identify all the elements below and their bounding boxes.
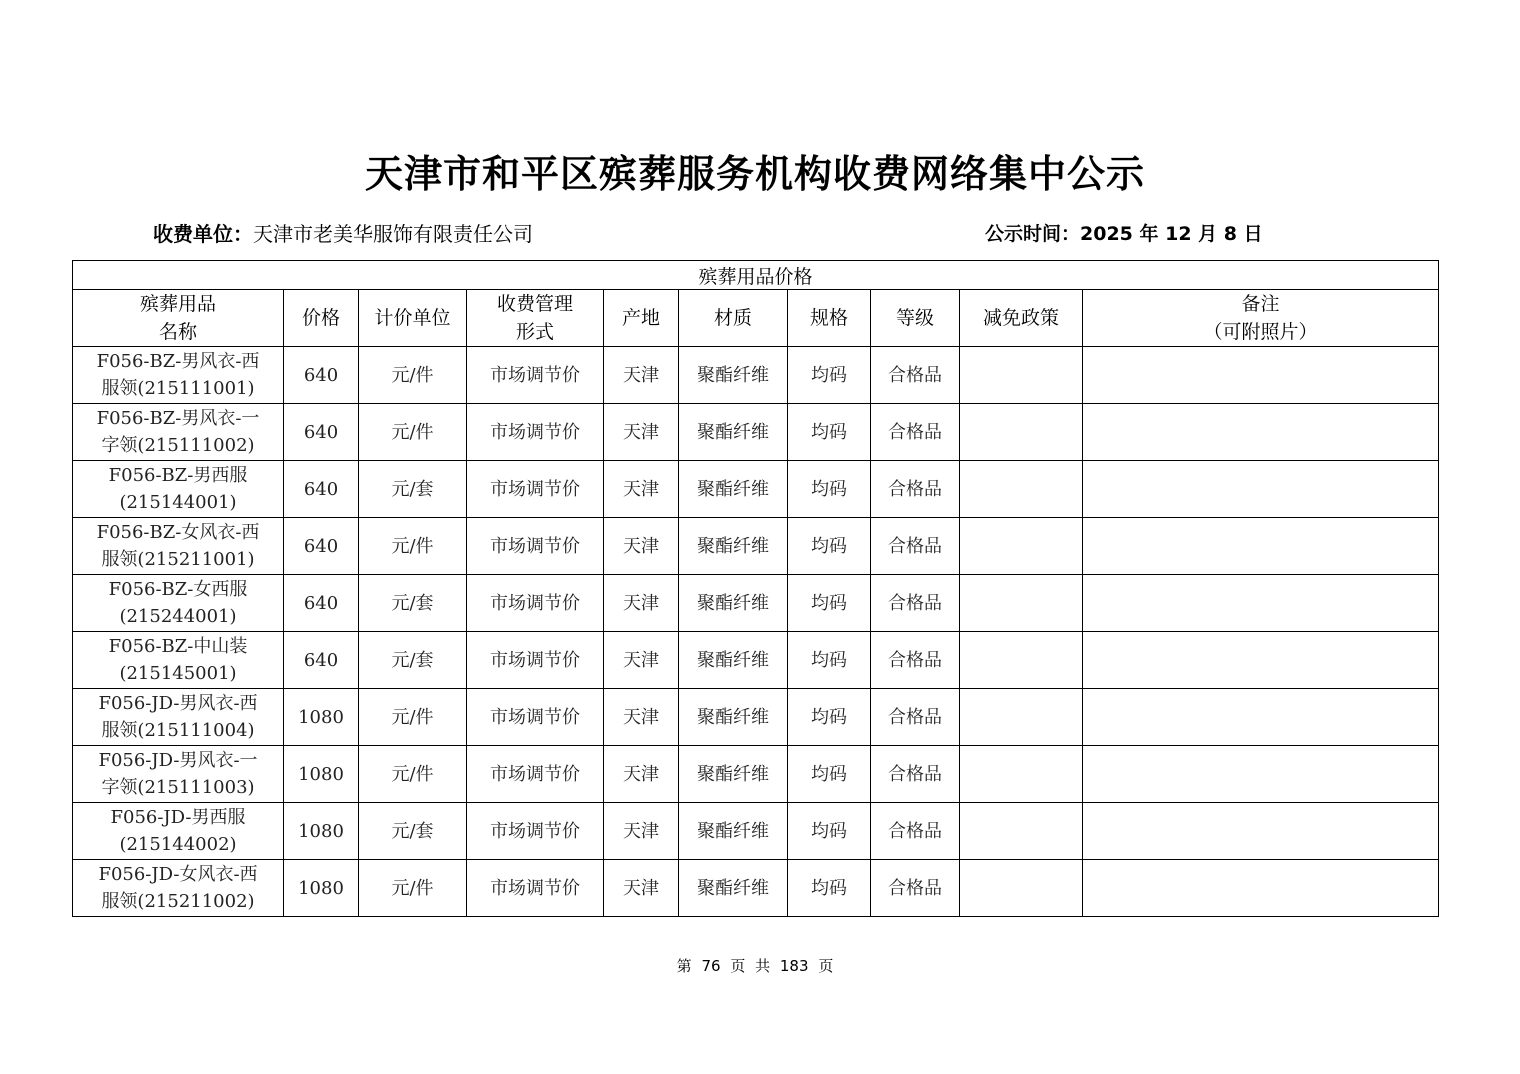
- header-mgmt-line2: 形式: [515, 321, 554, 343]
- cell-grade: 合格品: [871, 461, 960, 518]
- cell-policy: [960, 860, 1083, 917]
- cell-name: [73, 860, 284, 917]
- cell-remark: [1083, 860, 1439, 917]
- cell-remark: [1083, 347, 1439, 404]
- cell-mgmt: 市场调节价: [467, 347, 604, 404]
- cell-spec: 均码: [788, 518, 871, 575]
- cell-grade: 合格品: [871, 803, 960, 860]
- cell-name: [73, 461, 284, 518]
- cell-origin: 天津: [604, 803, 679, 860]
- cell-remark: [1083, 632, 1439, 689]
- cell-mgmt: 市场调节价: [467, 746, 604, 803]
- header-name: [73, 290, 284, 347]
- table-row: [73, 347, 1439, 404]
- header-mgmt-line1: 收费管理: [496, 293, 573, 315]
- table-caption: 殡葬用品价格: [73, 261, 1439, 290]
- cell-price: 640: [284, 518, 359, 575]
- page-footer: [0, 955, 1510, 976]
- cell-name-line1: F056-JD-男风衣-一: [98, 750, 258, 771]
- cell-name-line1: F056-BZ-中山装: [108, 636, 248, 657]
- cell-name-line1: F056-BZ-女西服: [108, 579, 248, 600]
- cell-name-line1: F056-BZ-男风衣-一: [96, 408, 260, 429]
- header-grade: 等级: [871, 290, 960, 347]
- header-remark: [1083, 290, 1439, 347]
- cell-remark: [1083, 575, 1439, 632]
- cell-spec: 均码: [788, 803, 871, 860]
- cell-material: 聚酯纤维: [679, 575, 788, 632]
- cell-unit: 元/件: [359, 347, 467, 404]
- header-unit: 计价单位: [359, 290, 467, 347]
- cell-name-line1: F056-JD-男西服: [110, 807, 246, 828]
- cell-unit: 元/套: [359, 461, 467, 518]
- cell-spec: 均码: [788, 461, 871, 518]
- cell-unit: 元/件: [359, 404, 467, 461]
- cell-price: 1080: [284, 746, 359, 803]
- page-title: 天津市和平区殡葬服务机构收费网络集中公示: [364, 151, 1145, 196]
- cell-name-line1: F056-JD-男风衣-西: [98, 693, 258, 714]
- cell-price: 640: [284, 575, 359, 632]
- cell-name-line1: F056-BZ-男风衣-西: [96, 351, 260, 372]
- header-spec: 规格: [788, 290, 871, 347]
- cell-price: 1080: [284, 689, 359, 746]
- cell-policy: [960, 689, 1083, 746]
- footer-prefix: 第: [676, 957, 692, 975]
- cell-material: 聚酯纤维: [679, 632, 788, 689]
- cell-name-line2: (215144001): [119, 492, 237, 513]
- cell-name-line2: (215244001): [119, 606, 237, 627]
- cell-remark: [1083, 461, 1439, 518]
- header-price: 价格: [284, 290, 359, 347]
- cell-policy: [960, 632, 1083, 689]
- cell-spec: 均码: [788, 746, 871, 803]
- cell-material: 聚酯纤维: [679, 860, 788, 917]
- cell-price: 640: [284, 461, 359, 518]
- cell-name-line2: 字领(215111002): [101, 435, 255, 456]
- cell-mgmt: 市场调节价: [467, 803, 604, 860]
- cell-name: [73, 575, 284, 632]
- cell-origin: 天津: [604, 347, 679, 404]
- table-row: [73, 461, 1439, 518]
- cell-material: 聚酯纤维: [679, 461, 788, 518]
- price-table: [72, 260, 1439, 917]
- cell-material: 聚酯纤维: [679, 803, 788, 860]
- cell-spec: 均码: [788, 347, 871, 404]
- cell-unit: 元/套: [359, 575, 467, 632]
- cell-policy: [960, 803, 1083, 860]
- table-caption-row: [73, 261, 1439, 290]
- cell-name: [73, 803, 284, 860]
- cell-remark: [1083, 518, 1439, 575]
- cell-name-line2: 服领(215211002): [101, 891, 255, 912]
- publish-date: [985, 219, 1263, 246]
- cell-name-line2: 字领(215111003): [101, 777, 255, 798]
- cell-material: 聚酯纤维: [679, 347, 788, 404]
- fee-unit-label: 收费单位：: [153, 222, 253, 246]
- cell-unit: 元/件: [359, 746, 467, 803]
- cell-unit: 元/件: [359, 689, 467, 746]
- cell-mgmt: 市场调节价: [467, 860, 604, 917]
- cell-policy: [960, 575, 1083, 632]
- footer-page-number: 76: [701, 957, 721, 975]
- header-policy: 减免政策: [960, 290, 1083, 347]
- cell-material: 聚酯纤维: [679, 404, 788, 461]
- cell-grade: 合格品: [871, 347, 960, 404]
- cell-grade: 合格品: [871, 746, 960, 803]
- cell-unit: 元/套: [359, 803, 467, 860]
- header-name-line2: 名称: [158, 321, 197, 343]
- cell-policy: [960, 518, 1083, 575]
- table-row: [73, 746, 1439, 803]
- cell-origin: 天津: [604, 746, 679, 803]
- cell-spec: 均码: [788, 575, 871, 632]
- cell-origin: 天津: [604, 860, 679, 917]
- cell-name: [73, 746, 284, 803]
- cell-name-line2: (215144002): [119, 834, 237, 855]
- footer-middle: 页 共: [730, 957, 771, 975]
- cell-spec: 均码: [788, 404, 871, 461]
- cell-name-line2: 服领(215111001): [101, 378, 255, 399]
- cell-price: 1080: [284, 860, 359, 917]
- cell-material: 聚酯纤维: [679, 746, 788, 803]
- footer-suffix: 页: [818, 957, 834, 975]
- cell-name: [73, 518, 284, 575]
- cell-name-line2: (215145001): [119, 663, 237, 684]
- cell-remark: [1083, 689, 1439, 746]
- cell-grade: 合格品: [871, 632, 960, 689]
- table-header-row: [73, 290, 1439, 347]
- cell-mgmt: 市场调节价: [467, 461, 604, 518]
- cell-name-line2: 服领(215211001): [101, 549, 255, 570]
- table-row: [73, 803, 1439, 860]
- table-row: [73, 632, 1439, 689]
- cell-spec: 均码: [788, 860, 871, 917]
- cell-mgmt: 市场调节价: [467, 404, 604, 461]
- cell-grade: 合格品: [871, 575, 960, 632]
- header-name-line1: 殡葬用品: [139, 293, 216, 315]
- cell-name: [73, 689, 284, 746]
- cell-mgmt: 市场调节价: [467, 632, 604, 689]
- publish-date-value: 2025 年 12 月 8 日: [1080, 223, 1263, 245]
- cell-spec: 均码: [788, 689, 871, 746]
- cell-grade: 合格品: [871, 404, 960, 461]
- cell-material: 聚酯纤维: [679, 689, 788, 746]
- cell-mgmt: 市场调节价: [467, 575, 604, 632]
- cell-name: [73, 404, 284, 461]
- cell-policy: [960, 746, 1083, 803]
- cell-mgmt: 市场调节价: [467, 518, 604, 575]
- cell-name-line1: F056-BZ-男西服: [108, 465, 248, 486]
- cell-name-line1: F056-JD-女风衣-西: [98, 864, 258, 885]
- cell-price: 1080: [284, 803, 359, 860]
- cell-unit: 元/件: [359, 518, 467, 575]
- cell-remark: [1083, 746, 1439, 803]
- table-row: [73, 575, 1439, 632]
- cell-name: [73, 347, 284, 404]
- cell-remark: [1083, 404, 1439, 461]
- cell-price: 640: [284, 632, 359, 689]
- fee-unit-value: 天津市老美华服饰有限责任公司: [253, 222, 533, 246]
- cell-grade: 合格品: [871, 860, 960, 917]
- cell-price: 640: [284, 404, 359, 461]
- cell-origin: 天津: [604, 689, 679, 746]
- cell-price: 640: [284, 347, 359, 404]
- footer-total-pages: 183: [779, 957, 809, 975]
- table-row: [73, 518, 1439, 575]
- table-row: [73, 689, 1439, 746]
- cell-origin: 天津: [604, 575, 679, 632]
- cell-origin: 天津: [604, 461, 679, 518]
- cell-policy: [960, 404, 1083, 461]
- cell-grade: 合格品: [871, 689, 960, 746]
- cell-unit: 元/套: [359, 632, 467, 689]
- header-origin: 产地: [604, 290, 679, 347]
- cell-name-line1: F056-BZ-女风衣-西: [96, 522, 260, 543]
- publish-date-label: 公示时间：: [985, 223, 1081, 245]
- cell-spec: 均码: [788, 632, 871, 689]
- cell-unit: 元/件: [359, 860, 467, 917]
- header-remark-line1: 备注: [1241, 293, 1280, 315]
- cell-name: [73, 632, 284, 689]
- cell-mgmt: 市场调节价: [467, 689, 604, 746]
- cell-policy: [960, 461, 1083, 518]
- header-remark-line2: （可附照片）: [1203, 321, 1318, 343]
- fee-unit: [153, 218, 533, 247]
- cell-origin: 天津: [604, 404, 679, 461]
- cell-origin: 天津: [604, 518, 679, 575]
- cell-material: 聚酯纤维: [679, 518, 788, 575]
- header-mgmt: [467, 290, 604, 347]
- header-material: 材质: [679, 290, 788, 347]
- cell-grade: 合格品: [871, 518, 960, 575]
- table-row: [73, 404, 1439, 461]
- cell-name-line2: 服领(215111004): [101, 720, 255, 741]
- cell-remark: [1083, 803, 1439, 860]
- cell-policy: [960, 347, 1083, 404]
- cell-origin: 天津: [604, 632, 679, 689]
- table-row: [73, 860, 1439, 917]
